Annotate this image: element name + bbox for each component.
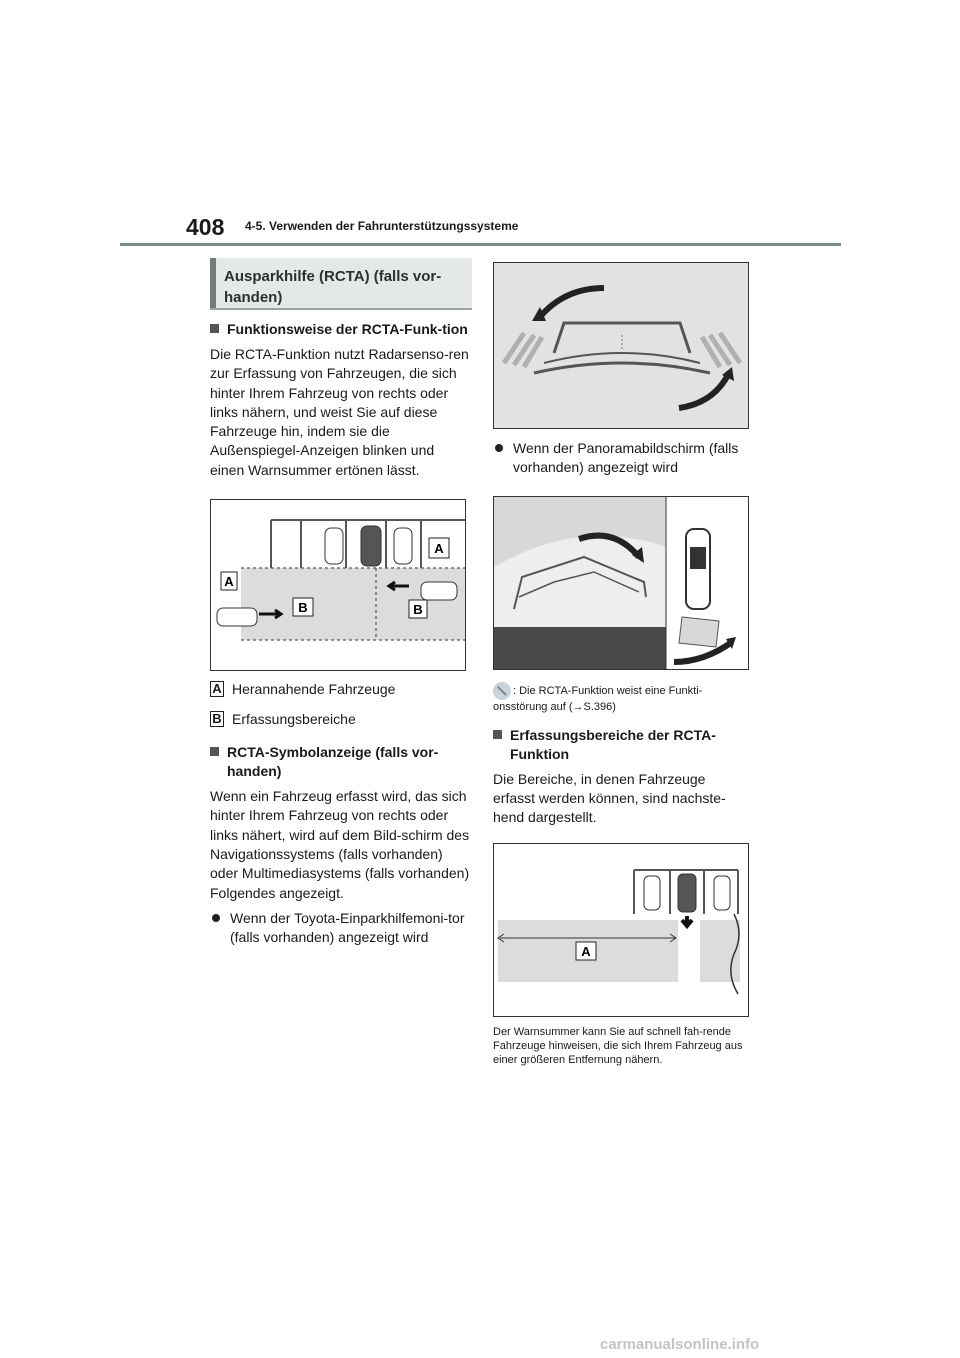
figure-detection-areas — [493, 843, 749, 1017]
parked-car-own — [361, 526, 381, 566]
page-number: 408 — [186, 214, 225, 240]
approaching-car-right — [421, 582, 457, 600]
detection-area-diagram — [494, 844, 749, 1017]
paragraph-symbol-display: Wenn ein Fahrzeug erfasst wird, das sich hinter Ihrem Fahrzeug von rechts oder links nähert, wird auf dem Bild-schirm des Navigationssystems (falls vorhanden) oder Multimediasystems (falls vorhanden) Folgendes angezeigt. — [210, 788, 470, 901]
left-column — [210, 258, 472, 947]
subheading-detection-areas: Erfassungsbereiche der RCTA-Funktion — [493, 726, 749, 764]
approaching-car-left — [217, 608, 257, 626]
section-title: Ausparkhilfe (RCTA) (falls vor-handen) — [224, 268, 442, 306]
legend-b-text: Erfassungsbereiche — [232, 711, 356, 728]
subheading-function: Funktionsweise der RCTA-Funk-tion — [210, 320, 472, 339]
legend-a-letter: A — [210, 681, 224, 697]
legend-b — [210, 711, 472, 727]
bullet-dot-icon — [495, 444, 503, 452]
paragraph-function: Die RCTA-Funktion nutzt Radarsenso-ren zur Erfassung von Fahrzeugen, die sich hinter Ihrem Fahrzeug von rechts oder links nähern, und weist Sie auf diese Fahrzeuge hin, indem sie die Außenspiegel-Anzeigen blinken und einen Warnsummer ertönen lässt. — [210, 346, 469, 478]
watermark: carmanualsonline.info — [600, 1336, 760, 1353]
rcta-malfunction-icon — [493, 682, 511, 700]
footnote: Der Warnsummer kann Sie auf schnell fah-rende Fahrzeuge hinweisen, die sich Ihrem Fahrzeug aus einer größeren Entfernung nähern. — [493, 1026, 743, 1067]
bullet-parking-monitor: Wenn der Toyota-Einparkhilfemoni-tor (falls vorhanden) angezeigt wird — [210, 909, 472, 948]
running-header: 4-5. Verwenden der Fahrunterstützungssysteme — [245, 219, 519, 233]
square-bullet-icon — [493, 730, 502, 739]
figure1-label-b-left: B — [298, 600, 308, 616]
icon-note: : Die RCTA-Funktion weist eine Funkti-onsstörung auf (→S.396) — [493, 682, 749, 714]
header-rule — [120, 243, 841, 246]
legend-a-text: Herannahende Fahrzeuge — [232, 681, 396, 698]
parking-lot-diagram — [211, 500, 466, 671]
panoramic-view-screen — [494, 497, 749, 670]
figure1-label-a-left: A — [224, 574, 234, 590]
figure1-label-a-right: A — [434, 541, 444, 557]
figure-parking-monitor-screen — [493, 262, 749, 429]
parked-car-2 — [394, 528, 412, 564]
bullet-dot-icon — [212, 914, 220, 922]
legend-b-letter: B — [210, 711, 224, 727]
right-column — [493, 262, 749, 1067]
figure-detection-diagram — [210, 499, 466, 671]
paragraph-detection-areas: Die Bereiche, in denen Fahrzeuge erfasst werden können, sind nachste-hend dargestellt. — [493, 770, 726, 826]
bullet-panoramic: Wenn der Panoramabildschirm (falls vorhanden) angezeigt wird — [493, 439, 749, 478]
rear-camera-screen — [494, 263, 749, 429]
legend-a — [210, 681, 472, 697]
subheading-symbol-display: RCTA-Symbolanzeige (falls vor-handen) — [210, 743, 472, 781]
figure4-label-a: A — [581, 944, 591, 960]
square-bullet-icon — [210, 324, 219, 333]
parked-car-1 — [325, 528, 343, 564]
figure-panoramic-screen — [493, 496, 749, 670]
square-bullet-icon — [210, 747, 219, 756]
figure1-label-b-right: B — [413, 602, 423, 618]
section-title-box — [210, 258, 472, 310]
